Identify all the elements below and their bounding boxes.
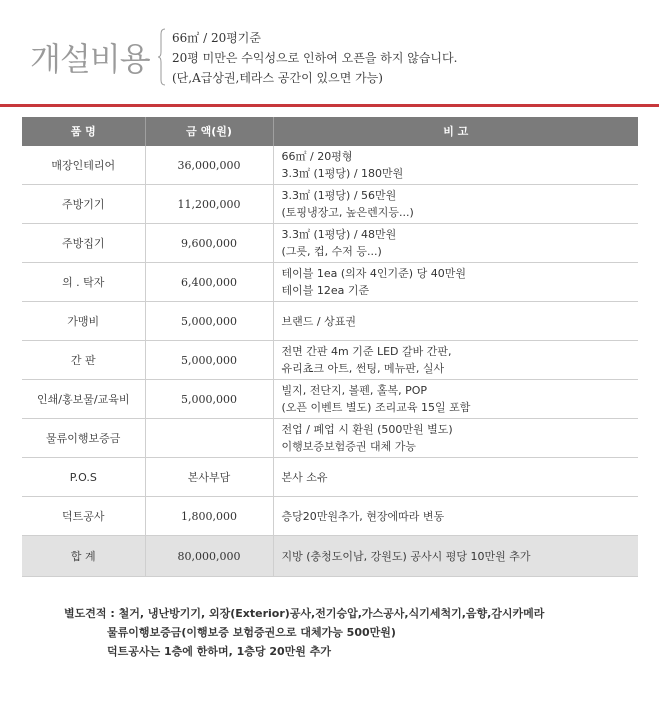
cell-notes (273, 419, 638, 458)
header-divider (0, 104, 659, 107)
cell-item: 주방집기 (22, 224, 145, 263)
cell-notes (273, 224, 638, 263)
cell-notes (273, 497, 638, 536)
cell-amount: 36,000,000 (145, 146, 273, 185)
cell-amount: 9,600,000 (145, 224, 273, 263)
cell-notes (273, 341, 638, 380)
table-row (22, 263, 638, 302)
note-line: (그릇, 컵, 수저 등...) (281, 245, 382, 258)
cell-amount: 5,000,000 (145, 341, 273, 380)
note-line: 전업 / 폐업 시 환원 (500만원 별도) (281, 423, 453, 436)
extra-estimate-label: 별도견적 : (64, 607, 119, 620)
extra-estimate-line: 물류이행보증금(이행보증 보험증권으로 대체가능 500만원) (107, 626, 396, 639)
table-row (22, 341, 638, 380)
column-header-item: 품 명 (22, 117, 145, 146)
cell-notes (273, 302, 638, 341)
cell-item: 가맹비 (22, 302, 145, 341)
note-line: 지방 (충청도이남, 강원도) 공사시 평당 10만원 추가 (281, 549, 531, 563)
cell-item: 의 . 탁자 (22, 263, 145, 302)
table-row (22, 419, 638, 458)
note-line: 테이블 1ea (의자 4인기준) 당 40만원 (281, 267, 466, 280)
header-notes (172, 28, 457, 88)
cell-notes (273, 185, 638, 224)
table-total-row (22, 536, 638, 577)
table-row (22, 380, 638, 419)
note-line: 브랜드 / 상표권 (281, 314, 356, 328)
note-line: 3.3㎡ (1평당) / 56만원 (281, 189, 397, 202)
cell-amount: 1,800,000 (145, 497, 273, 536)
note-line: 테이블 12ea 기준 (281, 284, 370, 297)
header-note-line: 20평 미만은 수익성으로 인하여 오픈을 하지 않습니다. (172, 51, 458, 65)
table-row (22, 146, 638, 185)
note-line: 3.3㎡ (1평당) / 180만원 (281, 167, 404, 180)
table-row (22, 458, 638, 497)
page-title: 개설비용 (30, 40, 150, 78)
cell-amount: 11,200,000 (145, 185, 273, 224)
note-line: 층당20만원추가, 현장에따라 변동 (281, 509, 445, 523)
note-line: (오픈 이벤트 별도) 조리교육 15일 포함 (281, 401, 471, 414)
note-line: 66㎡ / 20평형 (281, 150, 353, 163)
cell-amount: 본사부담 (145, 458, 273, 497)
cell-item: 물류이행보증금 (22, 419, 145, 458)
cell-item: 덕트공사 (22, 497, 145, 536)
extra-estimate-line: 덕트공사는 1층에 한하며, 1층당 20만원 추가 (107, 645, 331, 658)
column-header-amount: 금 액(원) (145, 117, 273, 146)
cell-item: P.O.S (22, 458, 145, 497)
cell-item: 인쇄/홍보물/교육비 (22, 380, 145, 419)
cell-item: 합 계 (22, 536, 145, 577)
note-line: 유리쵸크 아트, 썬팅, 메뉴판, 실사 (281, 362, 445, 375)
table-header-row (22, 117, 638, 146)
note-line: 3.3㎡ (1평당) / 48만원 (281, 228, 397, 241)
note-line: 전면 간판 4m 기준 LED 갈바 간판, (281, 345, 452, 358)
cell-amount: 6,400,000 (145, 263, 273, 302)
column-header-notes: 비 고 (273, 117, 638, 146)
cell-item: 매장인테리어 (22, 146, 145, 185)
cost-table (22, 117, 638, 577)
cell-notes (273, 536, 638, 577)
note-line: (토핑냉장고, 높은렌지등...) (281, 206, 414, 219)
extra-estimate (64, 604, 544, 661)
cell-item: 간 판 (22, 341, 145, 380)
page-header (0, 0, 659, 110)
cell-amount (145, 419, 273, 458)
table-row (22, 224, 638, 263)
header-note-line: (단,A급상권,테라스 공간이 있으면 가능) (172, 71, 383, 85)
cell-amount: 5,000,000 (145, 380, 273, 419)
cell-notes (273, 458, 638, 497)
cell-notes (273, 380, 638, 419)
header-note-line: 66㎡ / 20평기준 (172, 31, 261, 45)
table-row (22, 497, 638, 536)
extra-estimate-text: 철거, 냉난방기기, 외장(Exterior)공사,전기승압,가스공사,식기세척기,음향,감시카메라 (118, 607, 545, 620)
cell-item: 주방기기 (22, 185, 145, 224)
brace-icon (158, 28, 166, 86)
table-row (22, 302, 638, 341)
note-line: 이행보증보험증권 대체 가능 (281, 440, 417, 453)
cell-notes (273, 146, 638, 185)
table-row (22, 185, 638, 224)
cell-amount: 5,000,000 (145, 302, 273, 341)
cell-notes (273, 263, 638, 302)
extra-estimate-line (64, 604, 544, 623)
note-line: 본사 소유 (281, 470, 328, 484)
note-line: 빌지, 전단지, 볼펜, 홀복, POP (281, 384, 428, 397)
cell-amount: 80,000,000 (145, 536, 273, 577)
